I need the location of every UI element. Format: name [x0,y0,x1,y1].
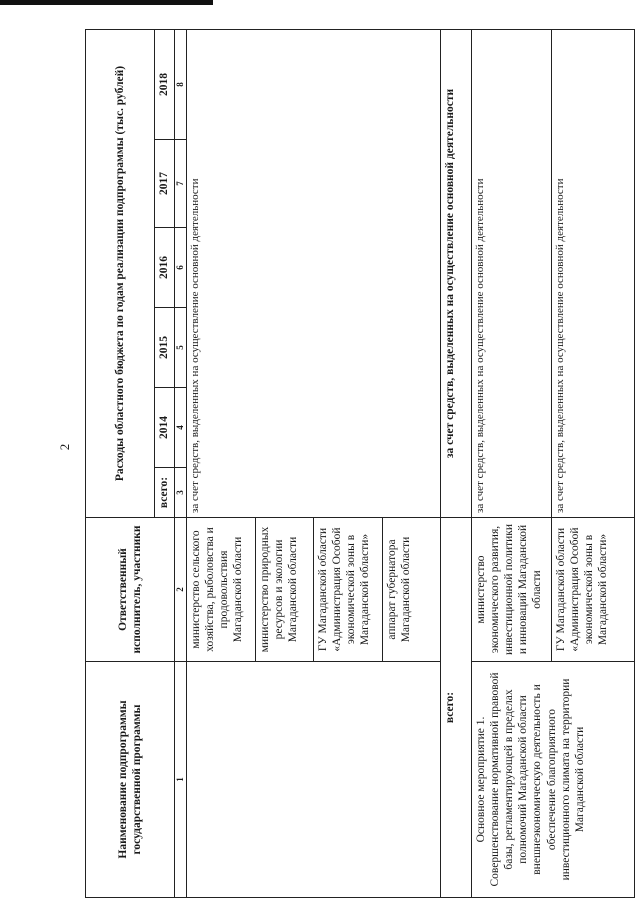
header-year-2015: 2015 [154,308,174,388]
table-cell-note: за счет средств, выделенных на осуществление основной деятельности [472,29,551,517]
col-number: 3 [174,468,186,518]
table-cell-executor: ГУ Магаданской области «Администрация Особой экономической зоны в Магаданской области» [551,518,634,662]
table-cell-executor: ГУ Магаданской области «Администрация Особой экономической зоны в Магаданской области» [314,518,383,662]
header-year-2016: 2016 [154,228,174,308]
header-subprogram-name: Наименование подпрограммы государственной программы [86,662,175,898]
col-number: 2 [174,518,186,662]
col-number: 6 [174,228,186,308]
table-cell-empty [187,662,441,898]
header-year-2017: 2017 [154,140,174,228]
budget-table [85,29,635,898]
table-cell-note: за счет средств, выделенных на осуществление основной деятельности [441,29,472,517]
table-cell-activity-name: Основное мероприятие 1. Совершенствование нормативной правовой базы, регламентирующей в пределах полномочий Магаданской области внешнеэкономическую деятельность и обеспечение благоприятного инвестиционного климата на территории Магаданской области [472,662,635,898]
table-cell-note: за счет средств, выделенных на осуществление основной деятельности [187,29,441,517]
col-number: 5 [174,308,186,388]
table-cell-note: за счет средств, выделенных на осуществление основной деятельности [551,29,634,517]
col-number: 8 [174,29,186,139]
col-number: 4 [174,388,186,468]
table-cell-executor: министерство сельского хозяйства, рыболовства и продовольствия Магаданской области [187,518,256,662]
header-total: всего: [154,468,174,518]
table-cell-executor: аппарат губернатора Магаданской области [382,518,440,662]
col-number: 1 [174,662,186,898]
header-executor: Ответственный исполнитель, участники [86,518,175,662]
page-number: 2 [57,443,72,451]
table-cell-executor: министерство природных ресурсов и экологии Магаданской области [255,518,313,662]
table-cell-total-label: всего: [441,518,472,898]
col-number: 7 [174,140,186,228]
header-year-2014: 2014 [154,388,174,468]
table-cell-executor: министерство экономического развития, инвестиционной политики и инноваций Магаданской области [472,518,551,662]
header-year-2018: 2018 [154,29,174,139]
rotated-table-container [85,30,635,898]
top-rule [0,0,213,5]
header-budget: Расходы областного бюджета по годам реализации подпрограммы (тыс. рублей) [86,29,155,517]
